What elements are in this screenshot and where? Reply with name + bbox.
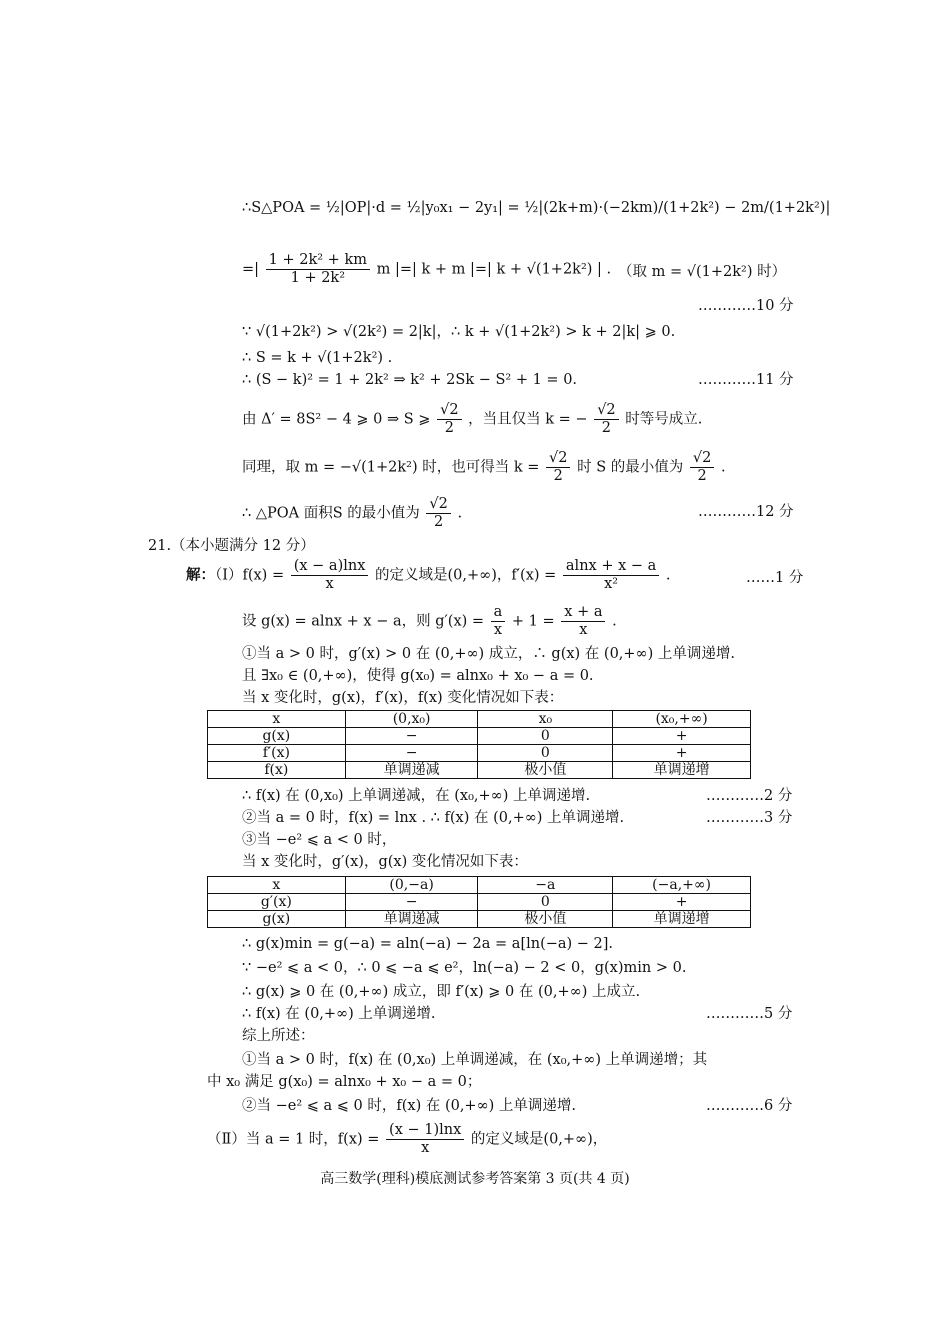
table-cell: − [345,728,478,745]
line-part1-domain [186,558,670,593]
line-s-def: ∴ S = k + √(1+2k²) . [242,350,393,366]
numerator: √2 [546,450,570,468]
table-row [208,877,751,894]
numerator: √2 [426,496,450,514]
table-cell: x₀ [478,711,613,728]
text: . [612,613,617,630]
text: 的定义域是(0,+∞)，f′(x) = [375,567,557,584]
line-table1-intro: 当 x 变化时，g(x)，f′(x)，f(x) 变化情况如下表： [242,690,564,706]
table-row [208,762,751,779]
text: ∴ △POA 面积S 的最小值为 [242,505,420,522]
denominator: x [493,622,503,638]
table-cell: 极小值 [478,762,613,779]
denominator: 2 [601,420,612,436]
score-6: …………6 分 [706,1098,793,1114]
fraction [437,402,461,437]
numerator: x + a [561,604,605,622]
numerator: (x − a)lnx [291,558,369,576]
line-area-simplified [242,252,611,287]
table-cell: 极小值 [478,911,613,928]
table-cell: (0,−a) [345,877,478,894]
table-cell: 单调递减 [345,762,478,779]
numerator: a [491,604,506,622]
table-cell: (0,x₀) [345,711,478,728]
text: . [665,567,671,584]
table-row [208,911,751,928]
table-cell: g(x) [208,911,346,928]
line-part2 [207,1122,607,1157]
table-cell: f(x) [208,762,346,779]
page-footer: 高三数学(理科)模底测试参考答案第 3 页(共 4 页) [320,1171,630,1187]
numerator: √2 [437,402,461,420]
line-summary-1-cont: 中 x₀ 满足 g(x₀) = alnx₀ + x₀ − a = 0； [207,1074,482,1090]
eq-tail: m |=| k + m |=| k + √(1+2k²) | . [376,261,612,278]
line-summary-label: 综上所述： [242,1028,315,1044]
line-monotonic-1: ∴ f(x) 在 (0,x₀) 上单调递减，在 (x₀,+∞) 上单调递增. [242,788,591,804]
table-cell: (x₀,+∞) [613,711,751,728]
fraction [386,1122,464,1157]
text: （Ⅱ）当 a = 1 时，f(x) = [207,1131,380,1148]
variation-table-2 [207,876,751,928]
line-min-area [242,496,462,531]
line-table2-intro: 当 x 变化时，g′(x)，g(x) 变化情况如下表： [242,854,528,870]
score-3: …………3 分 [706,810,793,826]
text: ，当且仅当 k = − [468,411,588,428]
table-cell: 单调递增 [613,911,751,928]
table-cell: x [208,877,346,894]
text: 时 S 的最小值为 [577,459,684,476]
line-similarly [242,450,726,485]
table-row [208,894,751,911]
line-summary-2: ②当 −e² ⩽ a ⩽ 0 时，f(x) 在 (0,+∞) 上单调递增. [242,1098,577,1114]
table-cell: x [208,711,346,728]
text: （Ⅰ）f(x) = [215,567,285,584]
text: 同理，取 m = −√(1+2k²) 时，也可得当 k = [242,459,540,476]
fraction [491,604,506,639]
table-cell: 0 [478,728,613,745]
table-cell: 0 [478,894,613,911]
numerator: 1 + 2k² + km [266,252,370,270]
line-define-g [242,604,617,639]
text: 的定义域是(0,+∞)， [470,1131,608,1148]
table-cell: + [613,728,751,745]
score-10: …………10 分 [698,298,794,314]
table-cell: + [613,894,751,911]
table-cell: 0 [478,745,613,762]
denominator: x [421,1140,430,1156]
numerator: √2 [690,450,714,468]
fraction [594,402,618,437]
text: + 1 = [511,613,555,630]
score-5: …………5 分 [706,1006,793,1022]
table-cell: g(x) [208,728,346,745]
solution-label: 解： [186,566,215,584]
fraction [690,450,714,485]
denominator: 2 [553,468,563,484]
table-cell: (−a,+∞) [613,877,751,894]
text: 由 Δ′ = 8S² − 4 ⩾ 0 ⇒ S ⩾ [242,411,431,428]
line-quadratic: ∴ (S − k)² = 1 + 2k² ⇒ k² + 2Sk − S² + 1 = 0. [242,372,578,388]
table-cell: − [345,745,478,762]
text: 设 g(x) = alnx + x − a，则 g′(x) = [242,613,485,630]
table-cell: g′(x) [208,894,346,911]
numerator: (x − 1)lnx [386,1122,464,1140]
table-row [208,745,751,762]
line-g-min: ∴ g(x)min = g(−a) = aln(−a) − 2a = a[ln(−a) − 2]. [242,936,614,952]
numerator: √2 [594,402,618,420]
line-inequality: ∵ √(1+2k²) > √(2k²) = 2|k|，∴ k + √(1+2k²) > k + 2|k| ⩾ 0. [242,324,676,340]
fraction [291,558,369,593]
line-summary-1: ①当 a > 0 时，f(x) 在 (0,x₀) 上单调递减，在 (x₀,+∞) 上单调递增；其 [242,1052,708,1068]
line-f-increasing: ∴ f(x) 在 (0,+∞) 上单调递增. [242,1006,436,1022]
line-exists-x0: 且 ∃x₀ ∈ (0,+∞)，使得 g(x₀) = alnx₀ + x₀ − a = 0. [242,668,594,684]
denominator: x² [604,576,619,592]
fraction [563,558,659,593]
line-area-formula: ∴S△POA = ½|OP|·d = ½|y₀x₁ − 2y₁| = ½|(2k+m)·(−2km)/(1+2k²) − 2m/(1+2k²)| [242,200,831,216]
table-cell: f′(x) [208,745,346,762]
numerator: alnx + x − a [563,558,659,576]
table-row [208,728,751,745]
denominator: 2 [444,420,454,436]
score-2: …………2 分 [706,788,793,804]
denominator: 2 [697,468,707,484]
line-g-min-positive: ∵ −e² ⩽ a < 0，∴ 0 ⩽ −a ⩽ e²，ln(−a) − 2 < 0，g(x)min > 0. [242,960,687,976]
eq-lead: =| [242,261,260,278]
line-case-a-positive: ①当 a > 0 时，g′(x) > 0 在 (0,+∞) 成立，∴ g(x) 在 (0,+∞) 上单调递增. [242,646,736,662]
variation-table-1 [207,710,751,779]
score-1: ……1 分 [746,570,804,586]
text: 时等号成立. [625,411,703,428]
table-cell: − [345,894,478,911]
score-12: …………12 分 [698,504,794,520]
table-cell: 单调递增 [613,762,751,779]
table-row [208,711,751,728]
table-cell: 单调递减 [345,911,478,928]
table-cell: + [613,745,751,762]
line-case-a-negative: ③当 −e² ⩽ a < 0 时， [242,832,397,848]
denominator: 2 [433,514,444,530]
line-discriminant [242,402,702,437]
score-11: …………11 分 [698,372,794,388]
question-21-header: 21.（本小题满分 12 分） [148,538,315,554]
table-cell: −a [478,877,613,894]
fraction [561,604,605,639]
fraction [426,496,450,531]
denominator: 1 + 2k² [290,270,346,286]
fraction [546,450,570,485]
fraction [266,252,370,287]
line-fprime-nonneg: ∴ g(x) ⩾ 0 在 (0,+∞) 成立，即 f′(x) ⩾ 0 在 (0,+∞) 上成立. [242,984,641,1000]
line-case-a-zero: ②当 a = 0 时，f(x) = lnx . ∴ f(x) 在 (0,+∞) 上单调递增. [242,810,625,826]
text: . [457,505,463,522]
denominator: x [325,576,334,592]
text: . [720,459,726,476]
denominator: x [579,622,588,638]
line-note: （取 m = √(1+2k²) 时） [618,264,787,280]
